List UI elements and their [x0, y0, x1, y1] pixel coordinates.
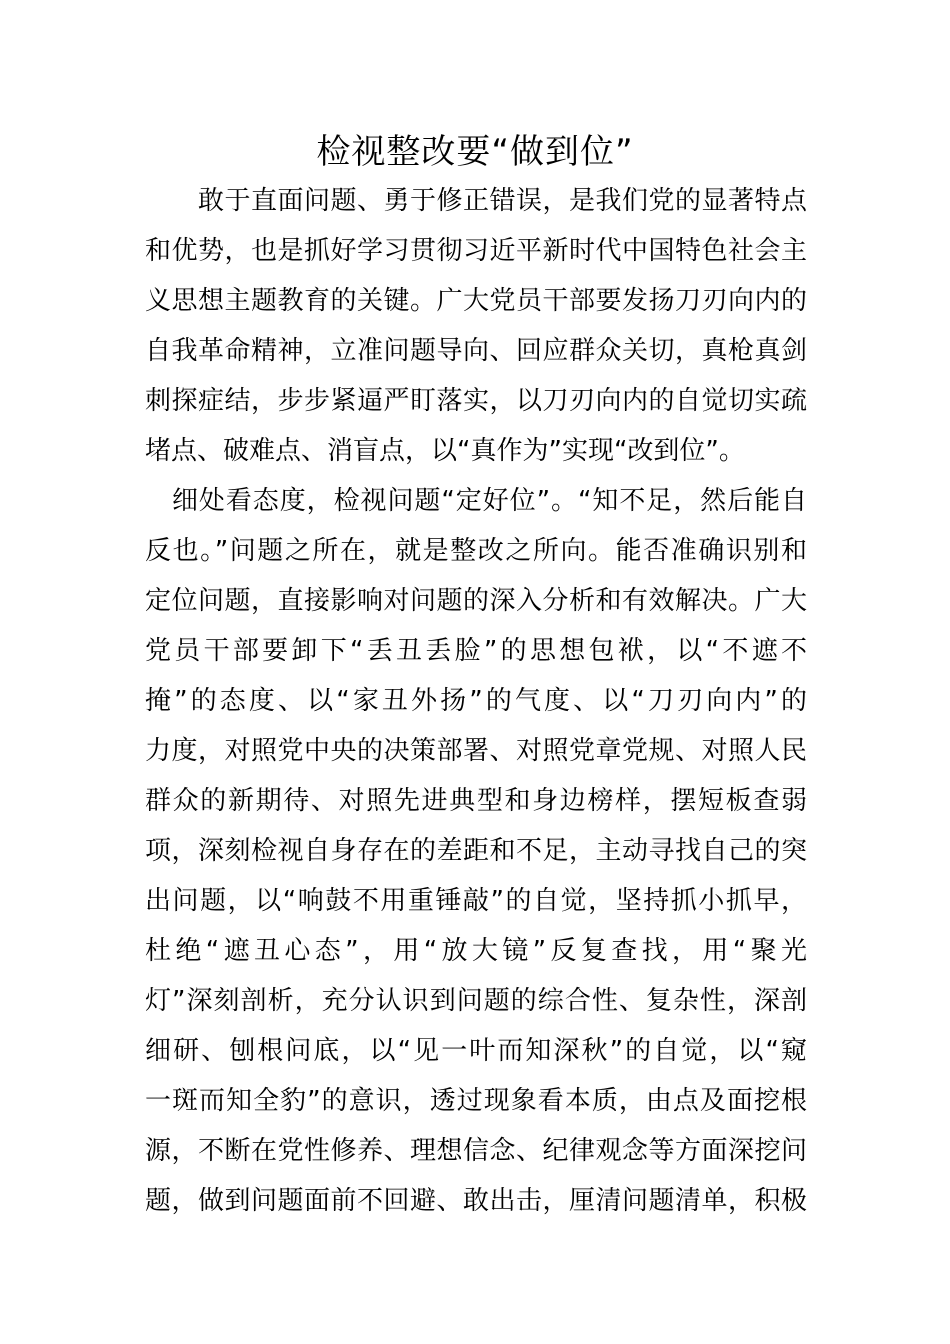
text-line: 出问题，以“响鼓不用重锤敲”的自觉，坚持抓小抓早，: [145, 886, 807, 916]
text-line: 群众的新期待、对照先进典型和身边榜样，摆短板查弱: [145, 786, 807, 816]
text-line: 刺探症结，步步紧逼严盯落实，以刀刃向内的自觉切实疏: [145, 386, 807, 416]
text-line: 堵点、破难点、消盲点，以“真作为”实现“改到位”。: [145, 436, 745, 466]
text-line: 定位问题，直接影响对问题的深入分析和有效解决。广大: [145, 586, 807, 616]
text-line: 灯”深刻剖析，充分认识到问题的综合性、复杂性，深剖: [145, 986, 807, 1016]
text-line: 项，深刻检视自身存在的差距和不足，主动寻找自己的突: [145, 836, 807, 866]
text-line: 党员干部要卸下“丢丑丢脸”的思想包袱，以“不遮不: [145, 636, 807, 666]
text-line: 细处看态度，检视问题“定好位”。“知不足，然后能自: [145, 486, 807, 516]
text-line: 源，不断在党性修养、理想信念、纪律观念等方面深挖问: [145, 1136, 807, 1166]
text-line: 掩”的态度、以“家丑外扬”的气度、以“刀刃向内”的: [145, 686, 807, 716]
text-line: 敢于直面问题、勇于修正错误，是我们党的显著特点: [145, 186, 807, 216]
text-line: 题，做到问题面前不回避、敢出击，厘清问题清单，积极: [145, 1186, 807, 1216]
text-line: 细研、刨根问底，以“见一叶而知深秋”的自觉，以“窥: [145, 1036, 807, 1066]
text-line: 义思想主题教育的关键。广大党员干部要发扬刀刃向内的: [145, 286, 807, 316]
text-line: 反也。”问题之所在，就是整改之所向。能否准确识别和: [145, 536, 807, 566]
text-line: 力度，对照党中央的决策部署、对照党章党规、对照人民: [145, 736, 807, 766]
text-line: 和优势，也是抓好学习贯彻习近平新时代中国特色社会主: [145, 236, 807, 266]
text-line: 自我革命精神，立准问题导向、回应群众关切，真枪真剑: [145, 336, 807, 366]
document-title: 检视整改要“做到位”: [316, 132, 634, 172]
text-line: 一斑而知全豹”的意识，透过现象看本质，由点及面挖根: [145, 1086, 807, 1116]
text-line: 杜绝“遮丑心态”，用“放大镜”反复查找，用“聚光: [145, 936, 807, 966]
